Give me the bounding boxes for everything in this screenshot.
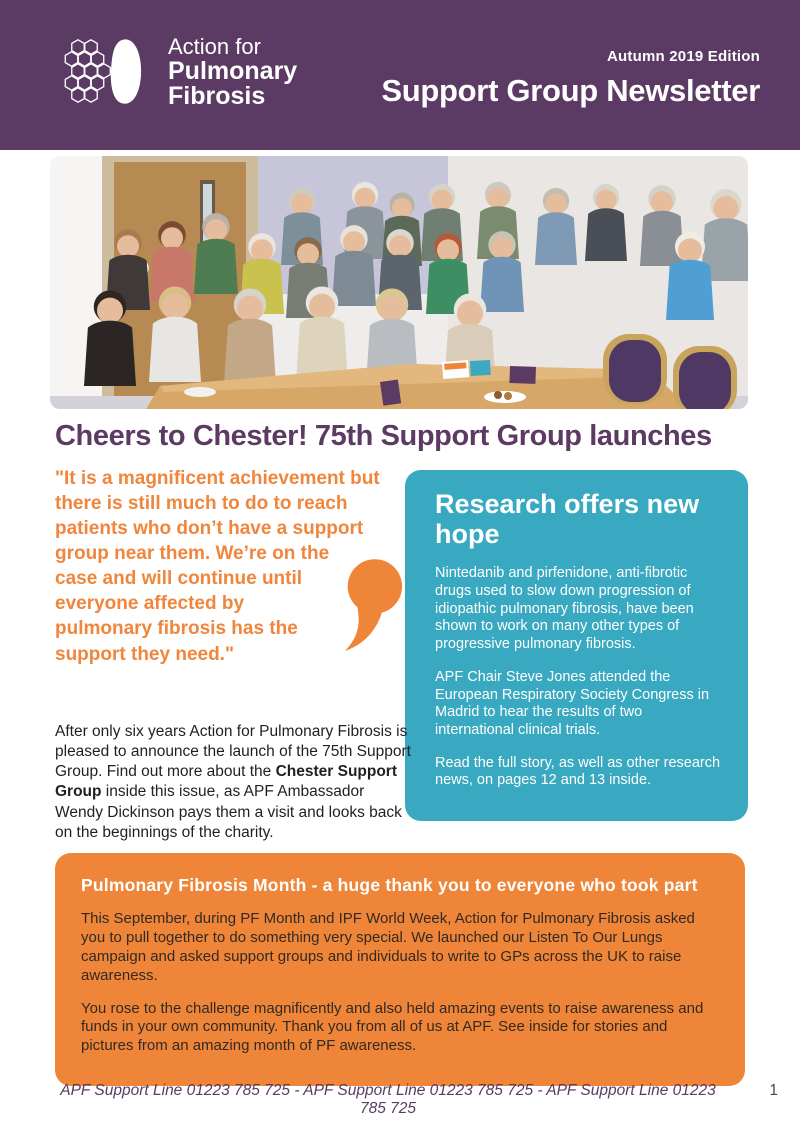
pf-month-paragraph: You rose to the challenge magnificently and also held amazing events to raise awareness and funds in your own community. Thank you from all of us at APF. See inside for stories and pictures from an amazing month of PF awareness.: [81, 999, 704, 1055]
research-box-title: Research offers new hope: [435, 489, 700, 549]
page-headline: Cheers to Chester! 75th Support Group launches: [55, 420, 712, 452]
header-band: [0, 0, 800, 150]
pf-month-paragraph: This September, during PF Month and IPF World Week, Action for Pulmonary Fibrosis asked you to pull together to do something very special. We launched our Listen To Our Lungs campaign and asked support groups and individuals to write to GPs across the UK to raise awareness.: [81, 910, 695, 984]
logo-line-1: Action for: [168, 34, 261, 60]
lung-shape: [111, 39, 141, 103]
support-line-footer: APF Support Line 01223 785 725 - APF Support Line 01223 785 725 - APF Support Line 01223 785 725: [60, 1082, 716, 1117]
research-paragraph: APF Chair Steve Jones attended the European Respiratory Society Congress in Madrid to hear the results of two international clinical trials.: [435, 668, 710, 738]
apf-logo: [62, 33, 297, 113]
newsletter-title: Support Group Newsletter: [381, 73, 760, 108]
pf-month-box: [55, 853, 745, 1086]
header-titles: [381, 48, 760, 109]
pf-month-title: Pulmonary Fibrosis Month - a huge thank you to everyone who took part: [81, 875, 698, 895]
intro-text-before: After only six years Action for Pulmonary Fibrosis is pleased to announce the launch of the 75th Support Group. Find out more about the: [55, 723, 411, 781]
logo-text: [168, 36, 297, 109]
research-box: [405, 470, 748, 821]
chester-support-group-bold: Chester Support Group: [55, 763, 398, 801]
page-number: 1: [769, 1082, 778, 1099]
group-photo: [50, 156, 748, 409]
pull-quote: [55, 466, 403, 667]
research-paragraph: Nintedanib and pirfenidone, anti-fibrotic drugs used to slow down progression of idiopathic pulmonary fibrosis, have been shown to work on many other types of progressive pulmonary fibrosis.: [435, 565, 694, 653]
logo-line-3: Fibrosis: [168, 82, 266, 111]
quote-part-1: "It is a magnificent achievement but there is still much to do to reach patients who don’t have a support group near them.: [55, 468, 380, 565]
logo-line-2: Pulmonary: [168, 56, 298, 85]
quote-part-2: We’re on the case and will continue until everyone affected by pulmonary fibrosis has the support they need.": [55, 543, 330, 665]
intro-paragraph: [55, 722, 411, 843]
edition-label: Autumn 2019 Edition: [607, 48, 760, 65]
intro-text-after: inside this issue, as APF Ambassador Wendy Dickinson pays them a visit and looks back on the beginnings of the charity.: [55, 783, 402, 841]
research-paragraph: Read the full story, as well as other research news, on pages 12 and 13 inside.: [435, 754, 721, 789]
lung-honeycomb-icon: [62, 33, 154, 113]
quote-mark-icon: [343, 555, 403, 659]
